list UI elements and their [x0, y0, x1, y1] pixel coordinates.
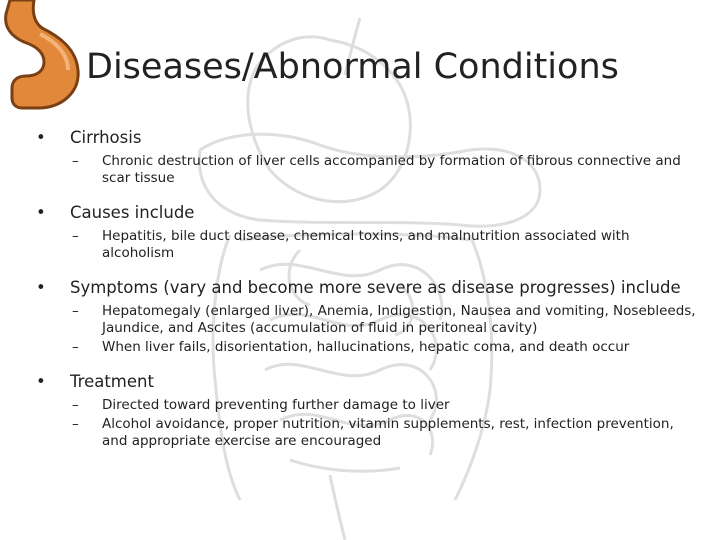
bullet-symptoms [36, 276, 696, 300]
sub-bullet-text: Chronic destruction of liver cells accompanied by formation of fibrous connective and scar tissue [102, 153, 681, 186]
bullet-causes [36, 201, 696, 225]
sub-list [36, 397, 696, 450]
slide-title: Diseases/Abnormal Conditions [86, 47, 619, 87]
sub-list [36, 153, 696, 187]
sub-bullet [36, 416, 696, 450]
sub-bullet-text: Hepatitis, bile duct disease, chemical toxins, and malnutrition associated with alcoholism [102, 228, 630, 261]
bullet-marker: • [36, 372, 46, 391]
bullet-marker: • [36, 203, 46, 222]
sub-bullet-text: Directed toward preventing further damage to liver [102, 397, 450, 413]
bullet-list [36, 126, 696, 450]
bullet-text: Symptoms (vary and become more severe as disease progresses) include [70, 278, 681, 297]
sub-list [36, 303, 696, 356]
stomach-icon [0, 0, 80, 110]
dash-marker: – [72, 228, 79, 244]
sub-bullet-text: Alcohol avoidance, proper nutrition, vitamin supplements, rest, infection prevention, and appropriate exercise are encouraged [102, 416, 674, 449]
dash-marker: – [72, 303, 79, 319]
sub-bullet [36, 153, 696, 187]
sub-bullet-text: When liver fails, disorientation, hallucinations, hepatic coma, and death occur [102, 339, 630, 355]
bullet-treatment [36, 370, 696, 394]
sub-bullet [36, 397, 696, 414]
sub-bullet [36, 228, 696, 262]
sub-bullet [36, 339, 696, 356]
dash-marker: – [72, 397, 79, 413]
bullet-text: Treatment [70, 372, 154, 391]
dash-marker: – [72, 339, 79, 355]
bullet-marker: • [36, 278, 46, 297]
dash-marker: – [72, 416, 79, 432]
bullet-text: Cirrhosis [70, 128, 142, 147]
bullet-cirrhosis [36, 126, 696, 150]
sub-bullet [36, 303, 696, 337]
bullet-marker: • [36, 128, 46, 147]
dash-marker: – [72, 153, 79, 169]
bullet-text: Causes include [70, 203, 195, 222]
sub-bullet-text: Hepatomegaly (enlarged liver), Anemia, Indigestion, Nausea and vomiting, Nosebleeds, Jaundice, and Ascites (accumulation of fluid in peritoneal cavity) [102, 303, 696, 336]
sub-list [36, 228, 696, 262]
